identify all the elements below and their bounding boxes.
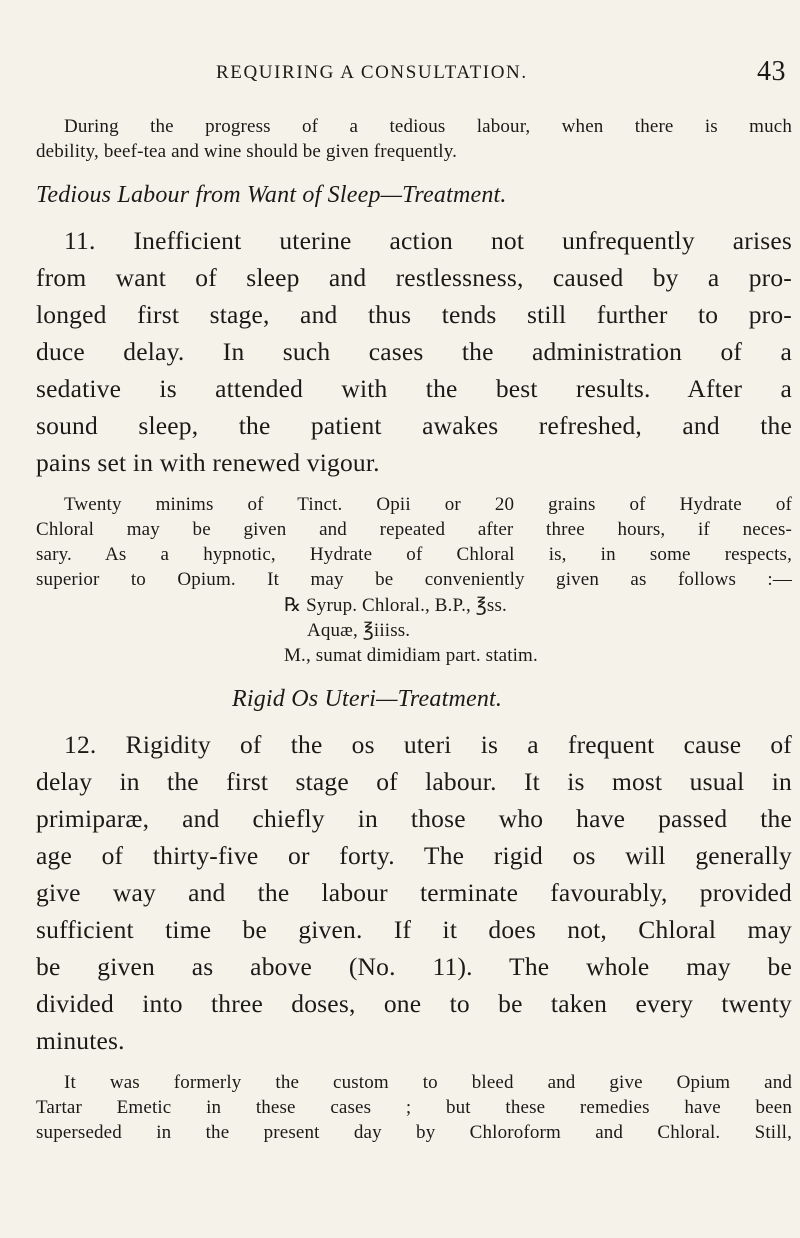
text-line: 12. Rigidity of the os uteri is a frequent cause of [64,730,792,759]
text-line: superior to Opium. It may be conveniently given as follows :— [36,569,792,590]
text-line: Twenty minims of Tinct. Opii or 20 grains of Hydrate of [64,494,792,515]
text-line: primiparæ, and chiefly in those who have passed the [36,804,792,833]
running-title: REQUIRING A CONSULTATION. [216,62,528,83]
section-heading: Tedious Labour from Want of Sleep—Treatment. [36,182,507,208]
text-line: divided into three doses, one to be taken every twenty [36,989,792,1018]
text-line: During the progress of a tedious labour, when there is much [64,116,792,137]
text-line: minutes. [36,1026,125,1055]
text-line: It was formerly the custom to bleed and give Opium and [64,1072,792,1093]
text-line: give way and the labour terminate favourably, provided [36,878,792,907]
text-line: M., sumat dimidiam part. statim. [284,645,538,666]
text-line: debility, beef-tea and wine should be given frequently. [36,141,458,162]
text-line: Tartar Emetic in these cases ; but these remedies have been [36,1097,792,1118]
text-line: superseded in the present day by Chloroform and Chloral. Still, [36,1122,792,1143]
text-line: ℞ Syrup. Chloral., B.P., ℥ss. [284,595,507,616]
text-line: 11. Inefficient uterine action not unfrequently arises [64,226,792,255]
text-line: duce delay. In such cases the administration of a [36,337,792,366]
text-line: from want of sleep and restlessness, caused by a pro- [36,263,792,292]
text-line: be given as above (No. 11). The whole may be [36,952,792,981]
text-line: sufficient time be given. If it does not, Chloral may [36,915,792,944]
page-number: 43 [757,56,786,87]
text-line: Chloral may be given and repeated after three hours, if neces- [36,519,792,540]
text-line: sary. As a hypnotic, Hydrate of Chloral is, in some respects, [36,544,792,565]
text-line: Aquæ, ℥iiiss. [307,620,411,641]
section-heading: Rigid Os Uteri—Treatment. [232,686,503,712]
text-line: sound sleep, the patient awakes refreshed, and the [36,411,792,440]
text-line: pains set in with renewed vigour. [36,448,380,477]
text-line: delay in the first stage of labour. It is most usual in [36,767,792,796]
text-line: longed first stage, and thus tends still further to pro- [36,300,792,329]
text-line: age of thirty-five or forty. The rigid os will generally [36,841,792,870]
text-line: sedative is attended with the best results. After a [36,374,792,403]
